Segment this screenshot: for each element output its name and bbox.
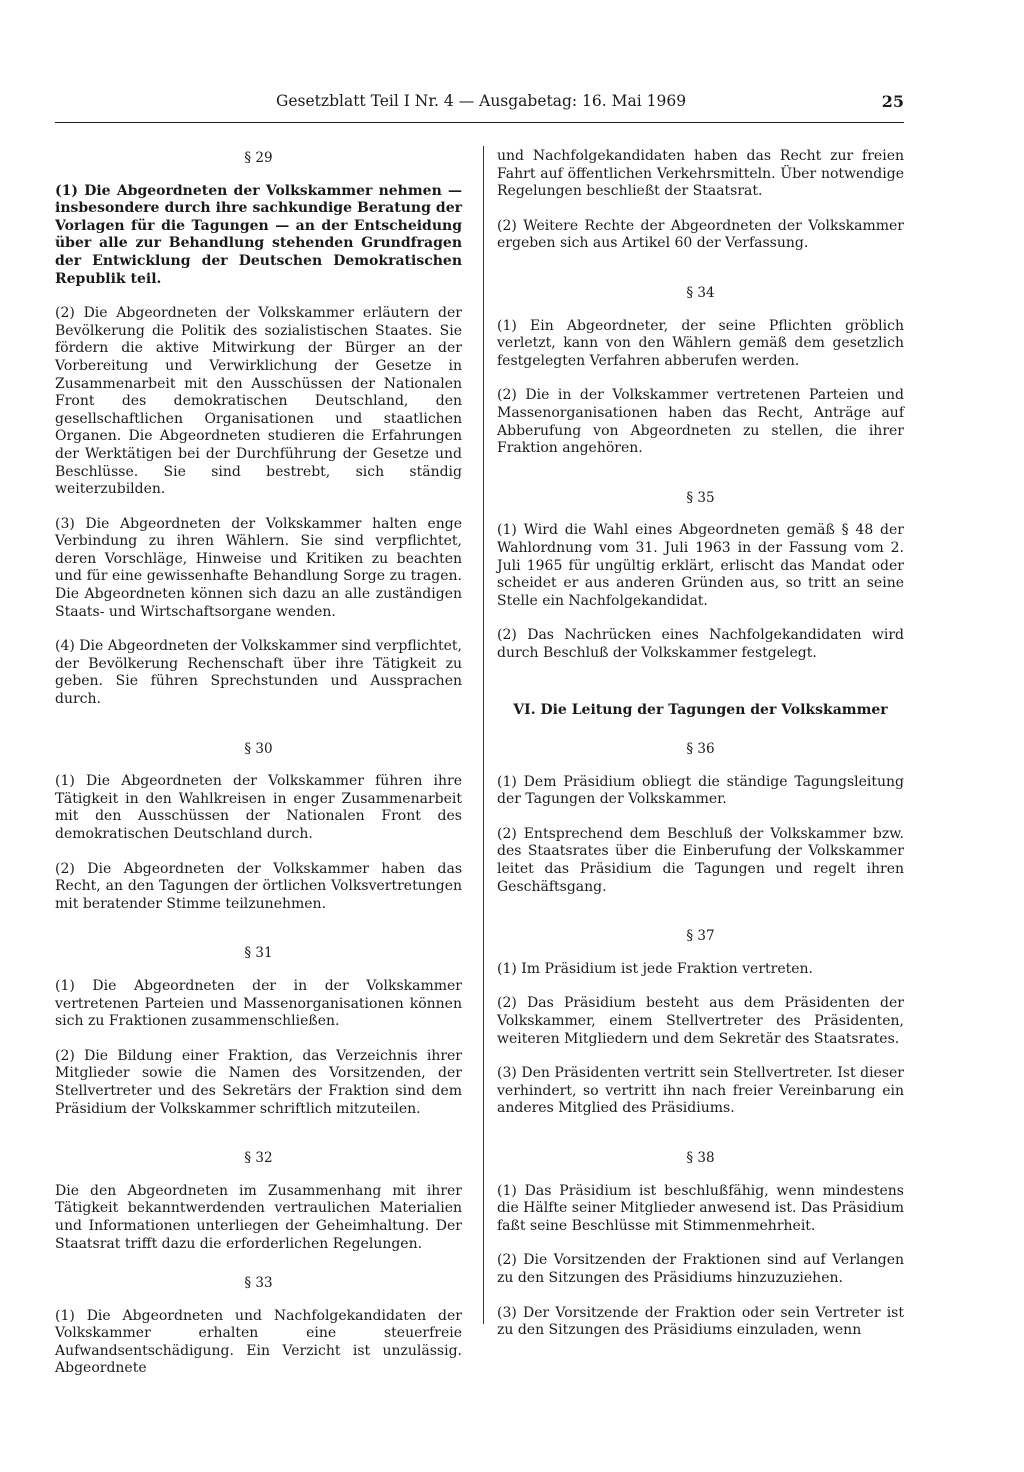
paragraph-33-1-cont: und Nachfolgekandidaten haben das Recht zur freien Fahrt auf öffentlichen Verkehrsmitteln. Über notwendige Regelungen beschließt der Staatsrat. bbox=[497, 148, 904, 200]
paragraph-37-3: (3) Den Präsidenten vertritt sein Stellvertreter. Ist dieser verhindert, so vertritt ihn nach freier Vereinbarung ein anderes Mitglied des Präsidiums. bbox=[497, 1065, 904, 1117]
section-heading-32: § 32 bbox=[244, 1150, 273, 1167]
paragraph-31-2: (2) Die Bildung einer Fraktion, das Verzeichnis ihrer Mitglieder sowie die Namen des Vorsitzenden, der Stellvertreter und des Sekretärs der Fraktion sind dem Präsidium der Volkskammer schriftlich mitzuteilen. bbox=[55, 1047, 462, 1117]
paragraph-34-2: (2) Die in der Volkskammer vertretenen Parteien und Massenorganisationen haben das Recht, Anträge auf Abberufung von Abgeordneten zu stellen, die ihrer Fraktion angehören. bbox=[497, 387, 904, 457]
header-rule bbox=[55, 122, 904, 123]
section-heading-38: § 38 bbox=[686, 1149, 715, 1166]
section-heading-33: § 33 bbox=[244, 1275, 273, 1292]
section-heading-31: § 31 bbox=[244, 945, 273, 962]
paragraph-30-2: (2) Die Abgeordneten der Volkskammer haben das Recht, an den Tagungen der örtlichen Volksvertretungen mit beratender Stimme teilzunehmen. bbox=[55, 860, 462, 912]
paragraph-38-1: (1) Das Präsidium ist beschlußfähig, wenn mindestens die Hälfte seiner Mitglieder anwesend ist. Das Präsidium faßt seine Beschlüsse mit Stimmenmehrheit. bbox=[497, 1182, 904, 1234]
section-heading-30: § 30 bbox=[244, 740, 273, 757]
paragraph-38-3: (3) Der Vorsitzende der Fraktion oder sein Vertreter ist zu den Sitzungen des Präsidiums einzuladen, wenn bbox=[497, 1304, 904, 1339]
section-heading-29: § 29 bbox=[244, 150, 273, 166]
paragraph-33-1: (1) Die Abgeordneten und Nachfolgekandidaten der Volkskammer erhalten eine steuerfreie Aufwandsentschädigung. Ein Verzicht ist unzulässig. Abgeordnete bbox=[55, 1307, 462, 1377]
paragraph-35-2: (2) Das Nachrücken eines Nachfolgekandidaten wird durch Beschluß der Volkskammer festgelegt. bbox=[497, 627, 904, 661]
paragraph-29-3: (3) Die Abgeordneten der Volkskammer halten enge Verbindung zu ihren Wählern. Sie sind verpflichtet, deren Vorschläge, Hinweise und Kritiken zu beachten und für eine gewissenhafte Behandlung Sorge zu tragen. Die Abgeordneten können sich dazu an alle zuständigen Staats- und Wirtschaftsorgane wenden. bbox=[55, 515, 462, 620]
paragraph-37-1: (1) Im Präsidium ist jede Fraktion vertreten. bbox=[497, 960, 814, 977]
paragraph-34-1: (1) Ein Abgeordneter, der seine Pflichten gröblich verletzt, kann von den Wählern gemäß dem gesetzlich festgelegten Verfahren abberufen werden. bbox=[497, 317, 904, 369]
paragraph-30-1: (1) Die Abgeordneten der Volkskammer führen ihre Tätigkeit in den Wahlkreisen in enger Zusammenarbeit mit den Ausschüssen der Nationalen Front des demokratischen Deutschland durch. bbox=[55, 773, 462, 842]
paragraph-29-2: (2) Die Abgeordneten der Volkskammer erläutern der Bevölkerung die Politik des sozialistischen Staates. Sie fördern die aktive Mitwirkung der Bürger an der Vorbereitung und Verwirklichung der Gesetze in Zusammenarbeit mit den Ausschüssen der Nationalen Front des demokratischen Deutschland, den gesellschaftlichen Organisationen und staatlichen Organen. Die Abgeordneten studieren die Erfahrungen der Werktätigen bei der Durchführung der Gesetze und Beschlüsse. Sie sind bestrebt, sich ständig weiterzubilden. bbox=[55, 305, 462, 498]
section-heading-34: § 34 bbox=[686, 284, 715, 301]
paragraph-35-1: (1) Wird die Wahl eines Abgeordneten gemäß § 48 der Wahlordnung vom 31. Juli 1963 in der Fassung vom 2. Juli 1965 für ungültig erklärt, erlischt das Mandat oder scheidet er aus anderen Gründen aus, so tritt an seine Stelle ein Nachfolgekandidat. bbox=[497, 522, 904, 609]
section-heading-36: § 36 bbox=[686, 741, 715, 758]
column-divider bbox=[483, 146, 484, 1324]
paragraph-36-2: (2) Entsprechend dem Beschluß der Volkskammer bzw. des Staatsrates über die Einberufung der Volkskammer leitet das Präsidium die Tagungen und regelt ihren Geschäftsgang. bbox=[497, 825, 904, 895]
chapter-title: VI. Die Leitung der Tagungen der Volkskammer bbox=[513, 702, 888, 719]
paragraph-36-1: (1) Dem Präsidium obliegt die ständige Tagungsleitung der Tagungen der Volkskammer. bbox=[497, 773, 904, 808]
left-column bbox=[55, 146, 462, 1378]
paragraph-32-1: Die den Abgeordneten im Zusammenhang mit ihrer Tätigkeit bekanntwerdenden vertraulichen Materialien und Informationen unterliegen der Geheimhaltung. Der Staatsrat trifft dazu die erforderlichen Regelungen. bbox=[55, 1182, 462, 1252]
paragraph-31-1: (1) Die Abgeordneten der in der Volkskammer vertretenen Parteien und Massenorganisationen können sich zu Fraktionen zusammenschließen. bbox=[55, 977, 462, 1030]
paragraph-29-1: (1) Die Abgeordneten der Volkskammer nehmen — insbesondere durch ihre sachkundige Beratung der Vorlagen für die Tagungen — an der Entscheidung über alle zur Behandlung stehenden Grundfragen der Entwicklung der Deutschen Demokratischen Republik teil. bbox=[55, 182, 462, 287]
page-number: 25 bbox=[881, 92, 904, 111]
page-header bbox=[250, 92, 904, 116]
right-column bbox=[497, 146, 904, 1340]
paragraph-37-2: (2) Das Präsidium besteht aus dem Präsidenten der Volkskammer, einem Stellvertreter des Präsidenten, weiteren Mitgliedern und dem Sekretär des Staatsrates. bbox=[497, 995, 904, 1047]
paragraph-33-2: (2) Weitere Rechte der Abgeordneten der Volkskammer ergeben sich aus Artikel 60 der Verfassung. bbox=[497, 217, 904, 252]
paragraph-38-2: (2) Die Vorsitzenden der Fraktionen sind auf Verlangen zu den Sitzungen des Präsidiums hinzuzuziehen. bbox=[497, 1252, 904, 1286]
header-title: Gesetzblatt Teil I Nr. 4 — Ausgabetag: 16. Mai 1969 bbox=[276, 92, 687, 110]
section-heading-37: § 37 bbox=[686, 928, 715, 945]
paragraph-29-4: (4) Die Abgeordneten der Volkskammer sind verpflichtet, der Bevölkerung Rechenschaft über ihre Tätigkeit zu geben. Sie führen Sprechstunden und Aussprachen durch. bbox=[55, 638, 462, 708]
section-heading-35: § 35 bbox=[686, 489, 715, 506]
